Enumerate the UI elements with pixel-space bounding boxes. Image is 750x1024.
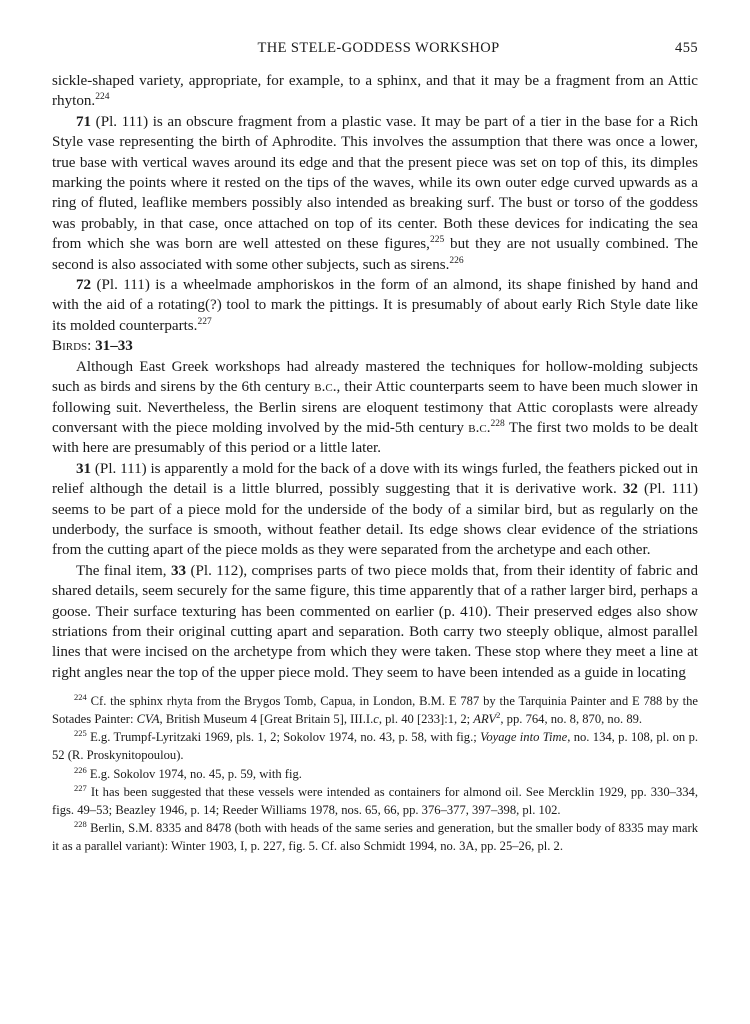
main-text [52, 71, 698, 683]
catalogue-number: 71 [76, 113, 92, 130]
footnote-text: E.g. Trumpf-Lyritzaki 1969, pls. 1, 2; Sokolov 1974, no. 43, p. 58, with fig.; [90, 730, 481, 745]
footnote-number: 224 [74, 692, 87, 703]
paragraph-text: (Pl. 111) is a wheelmade amphoriskos in the form of an almond, its shape finished by hand and with the aid of a rotating(?) tool to mark the pittings. It is presumably of about early Rich Style date like its molded counterparts. [52, 277, 698, 334]
edition-superscript: 2 [496, 709, 501, 720]
footnote-226 [52, 766, 698, 784]
footnote-text: It has been suggested that these vessels were intended as containers for almond oil. See Mercklin 1929, pp. 330–334, figs. 49–53; Beazley 1946, p. 14; Reeder Williams 1978, nos. 65, 66, pp. 376–377, 397–398, pl. 102. [52, 785, 698, 817]
footnote-text-italic: CVA [136, 711, 160, 726]
footnote-ref[interactable]: 228 [490, 418, 505, 429]
catalogue-number: 72 [76, 277, 92, 294]
paragraph-item-72 [52, 275, 698, 336]
footnote-ref[interactable]: 227 [197, 316, 212, 327]
footnote-text: Cf. the sphinx rhyta from the Brygos Tomb, Capua, in London, B.M. E 787 by the Tarquinia Painter and E 788 by the Sotades Painter: [52, 694, 698, 726]
section-label: Birds: [52, 338, 92, 355]
footnote-ref[interactable]: 224 [95, 92, 110, 103]
section-heading [52, 336, 698, 356]
footnote-number: 225 [74, 728, 87, 739]
catalogue-number: 33 [170, 562, 187, 579]
footnote-text-italic: ARV [473, 711, 497, 726]
footnotes [52, 693, 698, 855]
section-range: 31–33 [95, 338, 133, 355]
paragraph-birds-intro [52, 357, 698, 459]
footnote-224 [52, 693, 698, 728]
book-page [52, 40, 698, 857]
paragraph-item-33 [52, 561, 698, 683]
footnote-number: 228 [74, 819, 87, 830]
paragraph-item-71 [52, 112, 698, 275]
footnote-225 [52, 729, 698, 764]
footnote-228 [52, 820, 698, 855]
paragraph-text: The first two molds to be dealt with here are presumably of this period or a little later. [52, 419, 698, 457]
paragraph-text: (Pl. 111) seems to be part of a piece mold for the underside of the body of a similar bird, but as regularly on the underbody, the surface is smooth, without feather detail. Its edge shows clear evidence of the striations from the cutting apart of the piece molds as they were separated from the archetype and each other. [52, 481, 699, 559]
footnote-number: 226 [74, 764, 87, 775]
paragraph-text: The final item, [76, 562, 171, 579]
footnote-ref[interactable]: 225 [429, 235, 445, 246]
paragraph-continuation [52, 71, 698, 112]
footnote-ref[interactable]: 226 [449, 255, 464, 266]
paragraph-text: (Pl. 111) is an obscure fragment from a plastic vase. It may be part of a tier in the base for a Rich Style vase representing the birth of Aphrodite. This involves the assumption that there was once a lower, true base with vertical waves around its edge and that the present piece was set on top of this, its dimples marking the points where it rested on the tips of the waves, while its own outer edge curved upwards as a ring of fluted, leaflike members possibly also intended as breaking surf. The bust or torso of the goddess was probably, in that case, once attached on top of its center. Both these devices for indicating the sea from which she was born are well attested on these figures, [52, 113, 698, 253]
page-number: 455 [675, 40, 698, 56]
catalogue-number: 31 [76, 460, 92, 477]
footnote-text: , pl. 40 [233]:1, 2; [378, 711, 474, 726]
footnote-text: Berlin, S.M. 8335 and 8478 (both with heads of the same series and generation, but the smaller body of 8335 may mark it as a parallel variant): Winter 1903, I, p. 227, fig. 5. Cf. also Schmidt 1994, no. 3A, pp. 25–26, pl. 2. [52, 821, 698, 853]
footnote-text: , no. 134, p. 108, pl. on p. 52 (R. Proskynitopoulou). [52, 730, 699, 762]
paragraph-text: Although East Greek workshops had already mastered the techniques for hollow-molding subjects such as birds and sirens by the 6th century [52, 358, 698, 396]
paragraph-text: (Pl. 111) is apparently a mold for the back of a dove with its wings furled, the feathers picked out in relief although the detail is a little blurred, possibly suggesting that it is derivative work. [52, 460, 698, 498]
era-abbrev: b.c. [314, 379, 337, 396]
paragraph-text: sickle-shaped variety, appropriate, for example, to a sphinx, and that it may be a fragment from an Attic rhyton. [52, 73, 698, 110]
footnote-text: , pp. 764, no. 8, 870, no. 89. [500, 711, 643, 726]
paragraph-item-31-32 [52, 459, 698, 561]
footnote-text: E.g. Sokolov 1974, no. 45, p. 59, with fig. [89, 766, 302, 781]
footnote-227 [52, 784, 698, 819]
paragraph-text: but they are not usually combined. The second is also associated with some other subjects, such as sirens. [52, 236, 698, 273]
footnote-text-italic: c [373, 711, 379, 726]
running-title: THE STELE-GODDESS WORKSHOP [257, 40, 500, 56]
era-abbrev: b.c. [468, 419, 491, 436]
running-header [52, 40, 698, 62]
footnote-text-italic: Voyage into Time [480, 730, 568, 745]
paragraph-text: (Pl. 112), comprises parts of two piece molds that, from their identity of fabric and shared details, seem securely for the same figure, this time apparently that of a rather larger bird, perhaps a goose. Their surface texturing has been commented on earlier (p. 410). Their preserved edges also show striations from their original cutting apart and separation. Both carry two steeply oblique, almost parallel lines that were incised on the archetype from which they were taken. These stop where they meet a line at right angles near the top of the upper piece mold. They seem to have been intended as a guide in locating [52, 562, 698, 681]
catalogue-number: 32 [622, 481, 638, 498]
footnote-number: 227 [74, 783, 87, 794]
paragraph-text: , their Attic counterparts seem to have been much slower in following suit. Nevertheless, the Berlin sirens are eloquent testimony that Attic coroplasts were already conversant with the piece molding involved by the mid-5th century [52, 379, 698, 436]
footnote-text: , British Museum 4 [Great Britain 5], III.I. [159, 711, 374, 726]
